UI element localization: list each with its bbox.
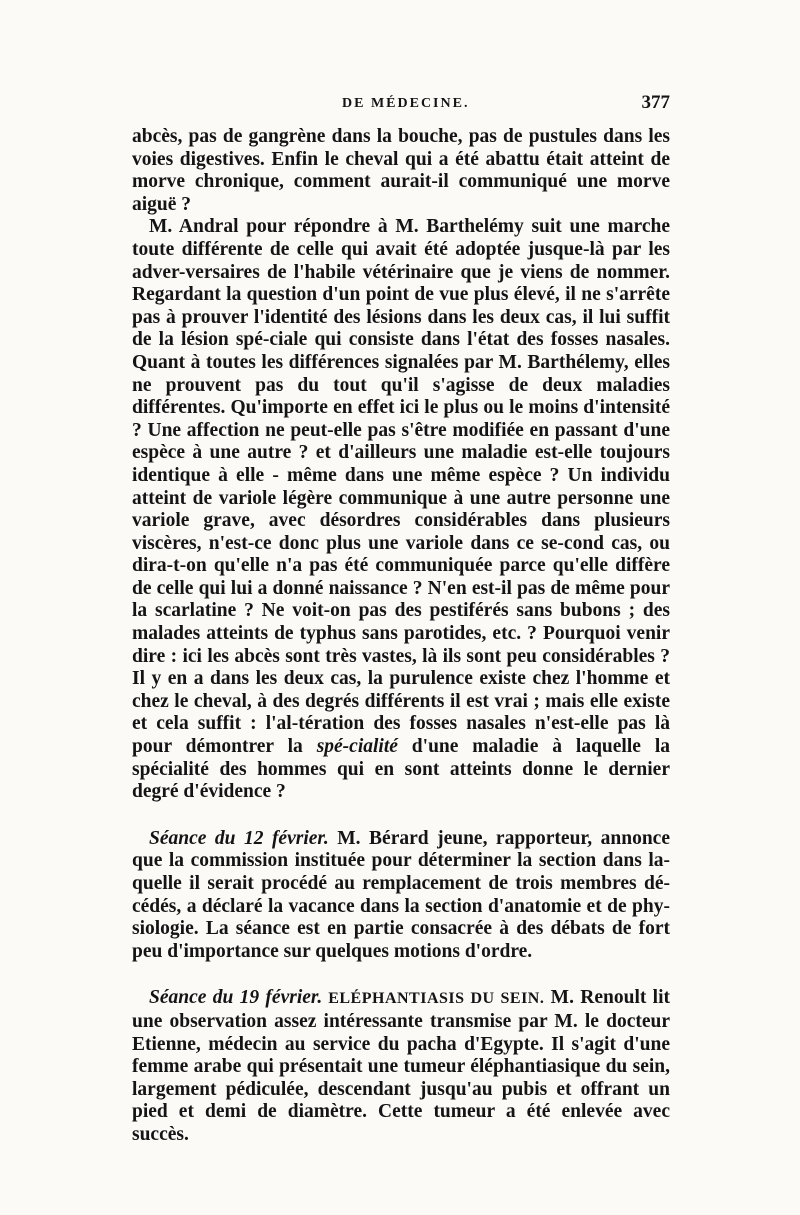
session-date-lead: Séance du 12 février.	[149, 827, 329, 849]
session-date-lead: Séance du 19 février.	[149, 987, 323, 1009]
paragraph-2	[132, 216, 670, 803]
running-header	[132, 92, 670, 122]
page-body	[132, 126, 670, 1147]
paragraph-seance-12-fevrier	[132, 828, 670, 964]
paragraph-text: M. Andral pour répondre à M. Barthelémy suit une marche toute différente de celle qui avait été adoptée jusque-là par les adver-versaires de l'habile vétérinaire que je viens de nommer. Regardant la question d'un point de vue plus élevé, il ne s'arrête pas à prouver l'identité des lésions dans les deux cas, il lui suffit de la lésion spé-ciale qui consiste dans l'état des fosses nasales. Quant à toutes les différences signalées par M. Barthélemy, elles ne prouvent pas du tout qu'il s'agisse de deux maladies différentes. Qu'importe en effet ici le plus ou le moins d'intensité ? Une affection ne peut-elle pas s'être modifiée en passant d'une espèce à une autre ? et d'ailleurs une maladie est-elle toujours identique à elle - même dans une même espèce ? Un individu atteint de variole légère communique à une autre personne une variole grave, avec désordres considérables dans plusieurs viscères, n'est-ce donc plus une variole dans ce se-cond cas, ou dira-t-on qu'elle n'a pas été communiquée parce qu'elle diffère de celle qui lui a donné naissance ? N'en est-il pas de même pour la scarlatine ? Ne voit-on pas des pestiférés sans bubons ; des malades atteints de typhus sans parotides, etc. ? Pourquoi venir dire : ici les abcès sont très vastes, là ils sont peu considérables ? Il y en a dans les deux cas, la purulence existe chez l'homme et chez le cheval, à des degrés différents il est vrai ; mais elle existe et cela suffit : l'al-tération des fosses nasales n'est-elle pas là pour démontrer la	[132, 216, 670, 758]
paragraph-text: abcès, pas de gangrène dans la bouche, pas de pustules dans les voies digestives. Enfin le cheval qui a été abattu était atteint de morve chronique, comment aurait-il communiqué une morve aiguë ?	[132, 126, 670, 215]
paragraph-text: d'une maladie à laquelle la spécialité des hommes qui en sont atteints donne le dernier degré d'évidence ?	[132, 736, 670, 803]
paragraph-text: M. Bérard jeune, rapporteur, annonce que la commission instituée pour déterminer la section dans la-quelle il serait procédé au remplacement de trois membres dé-cédés, a déclaré la vacance dans la section d'anatomie et de phy-siologie. La séance est en partie consacrée à des débats de fort peu d'importance sur quelques motions d'ordre.	[132, 827, 670, 962]
section-heading: ELÉPHANTIASIS DU SEIN.	[322, 990, 545, 1008]
page-number: 377	[641, 92, 670, 113]
paragraph-seance-19-fevrier	[132, 987, 670, 1146]
paragraph-text: M. Renoult lit une observation assez intéressante transmise par M. le docteur Etienne, médecin au service du pacha d'Egypte. Il s'agit d'une femme arabe qui présentait une tumeur éléphantiasique du sein, largement pédiculée, descendant jusqu'au pubis et offrant un pied et demi de diamètre. Cette tumeur a été enlevée avec succès.	[132, 987, 670, 1145]
emphasis-text: spé-cialité	[316, 736, 398, 758]
paragraph-1	[132, 126, 670, 216]
running-title: DE MÉDECINE.	[342, 96, 470, 111]
